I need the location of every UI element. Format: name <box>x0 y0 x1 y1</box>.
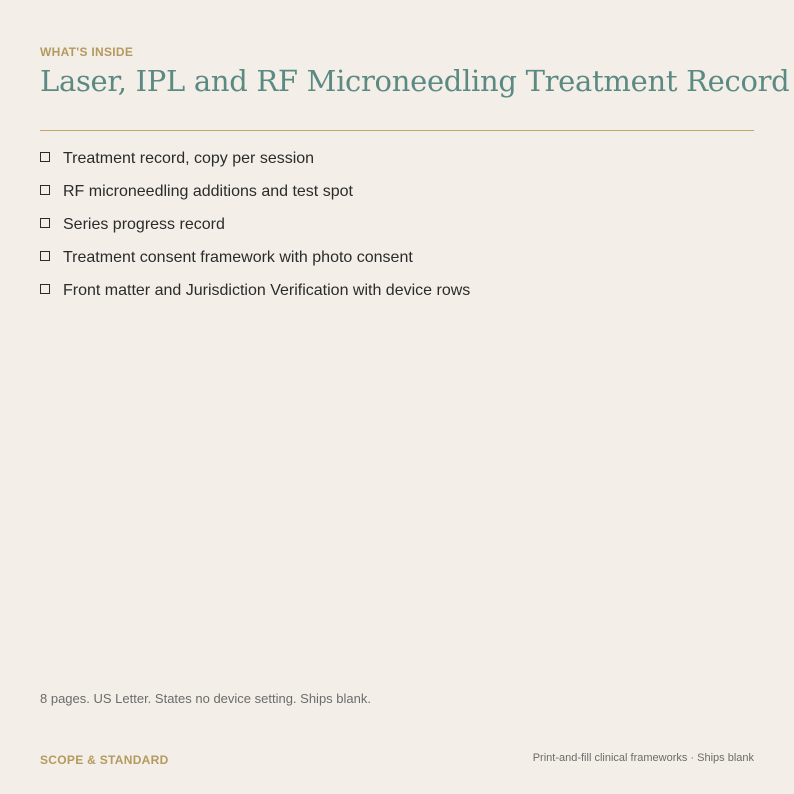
product-note: 8 pages. US Letter. States no device setting. Ships blank. <box>40 691 371 706</box>
checklist-item-label: Series progress record <box>63 215 225 233</box>
checklist-item <box>40 208 470 241</box>
checklist-item <box>40 142 470 175</box>
checklist-item <box>40 274 470 307</box>
footer-brand: SCOPE & STANDARD <box>40 753 169 767</box>
contents-checklist <box>40 142 470 307</box>
checklist-item-label: Front matter and Jurisdiction Verification with device rows <box>63 281 471 299</box>
page-title: Laser, IPL and RF Microneedling Treatment Record <box>40 64 790 98</box>
checklist-item <box>40 241 470 274</box>
footer-tagline: Print-and-fill clinical frameworks · Ships blank <box>532 752 754 764</box>
checkbox[interactable] <box>40 251 50 261</box>
title-divider <box>40 130 754 131</box>
checkbox[interactable] <box>40 218 50 228</box>
checklist-item-label: Treatment consent framework with photo consent <box>63 248 413 266</box>
checkbox[interactable] <box>40 185 50 195</box>
section-eyebrow: WHAT'S INSIDE <box>40 45 134 59</box>
checkbox[interactable] <box>40 152 50 162</box>
checklist-item <box>40 175 470 208</box>
checkbox[interactable] <box>40 284 50 294</box>
checklist-item-label: RF microneedling additions and test spot <box>63 182 353 200</box>
checklist-item-label: Treatment record, copy per session <box>63 149 315 167</box>
